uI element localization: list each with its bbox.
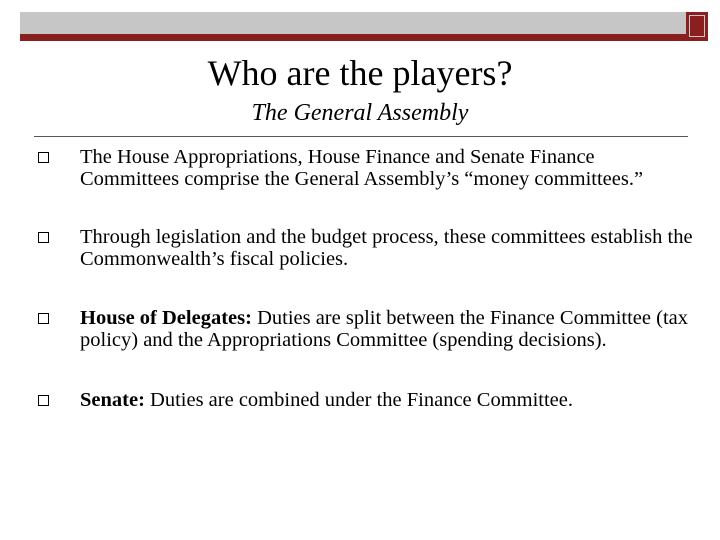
bullet-text: The House Appropriations, House Finance and Senate Finance Committees comprise the General Assembly’s “money committees.” (80, 146, 644, 190)
bullet-bold-text: Senate: (80, 389, 145, 411)
square-bullet-icon (38, 232, 49, 243)
list-item (38, 226, 698, 270)
square-bullet-icon (38, 395, 49, 406)
list-item (38, 307, 698, 351)
list-item (38, 389, 698, 411)
slide-subtitle: The General Assembly (251, 100, 469, 126)
corner-box-icon (686, 12, 708, 41)
bullet-text: Through legislation and the budget process, these committees establish the Commonwealth’s fiscal policies. (80, 226, 693, 270)
bullet-list (38, 146, 698, 411)
header-decoration (20, 12, 708, 42)
bullet-bold-text: House of Delegates: (80, 307, 252, 329)
title-divider (34, 136, 688, 137)
square-bullet-icon (38, 313, 49, 324)
bullet-text: Duties are split between the Finance Committee (tax policy) and the Appropriations Committee (spending decisions). (80, 307, 689, 351)
list-item (38, 146, 698, 190)
header-stripe-light (20, 12, 686, 34)
slide-title: Who are the players? (207, 53, 513, 93)
bullet-text: Duties are combined under the Finance Committee. (144, 389, 574, 411)
header-stripe-dark (20, 34, 686, 41)
square-bullet-icon (38, 152, 49, 163)
